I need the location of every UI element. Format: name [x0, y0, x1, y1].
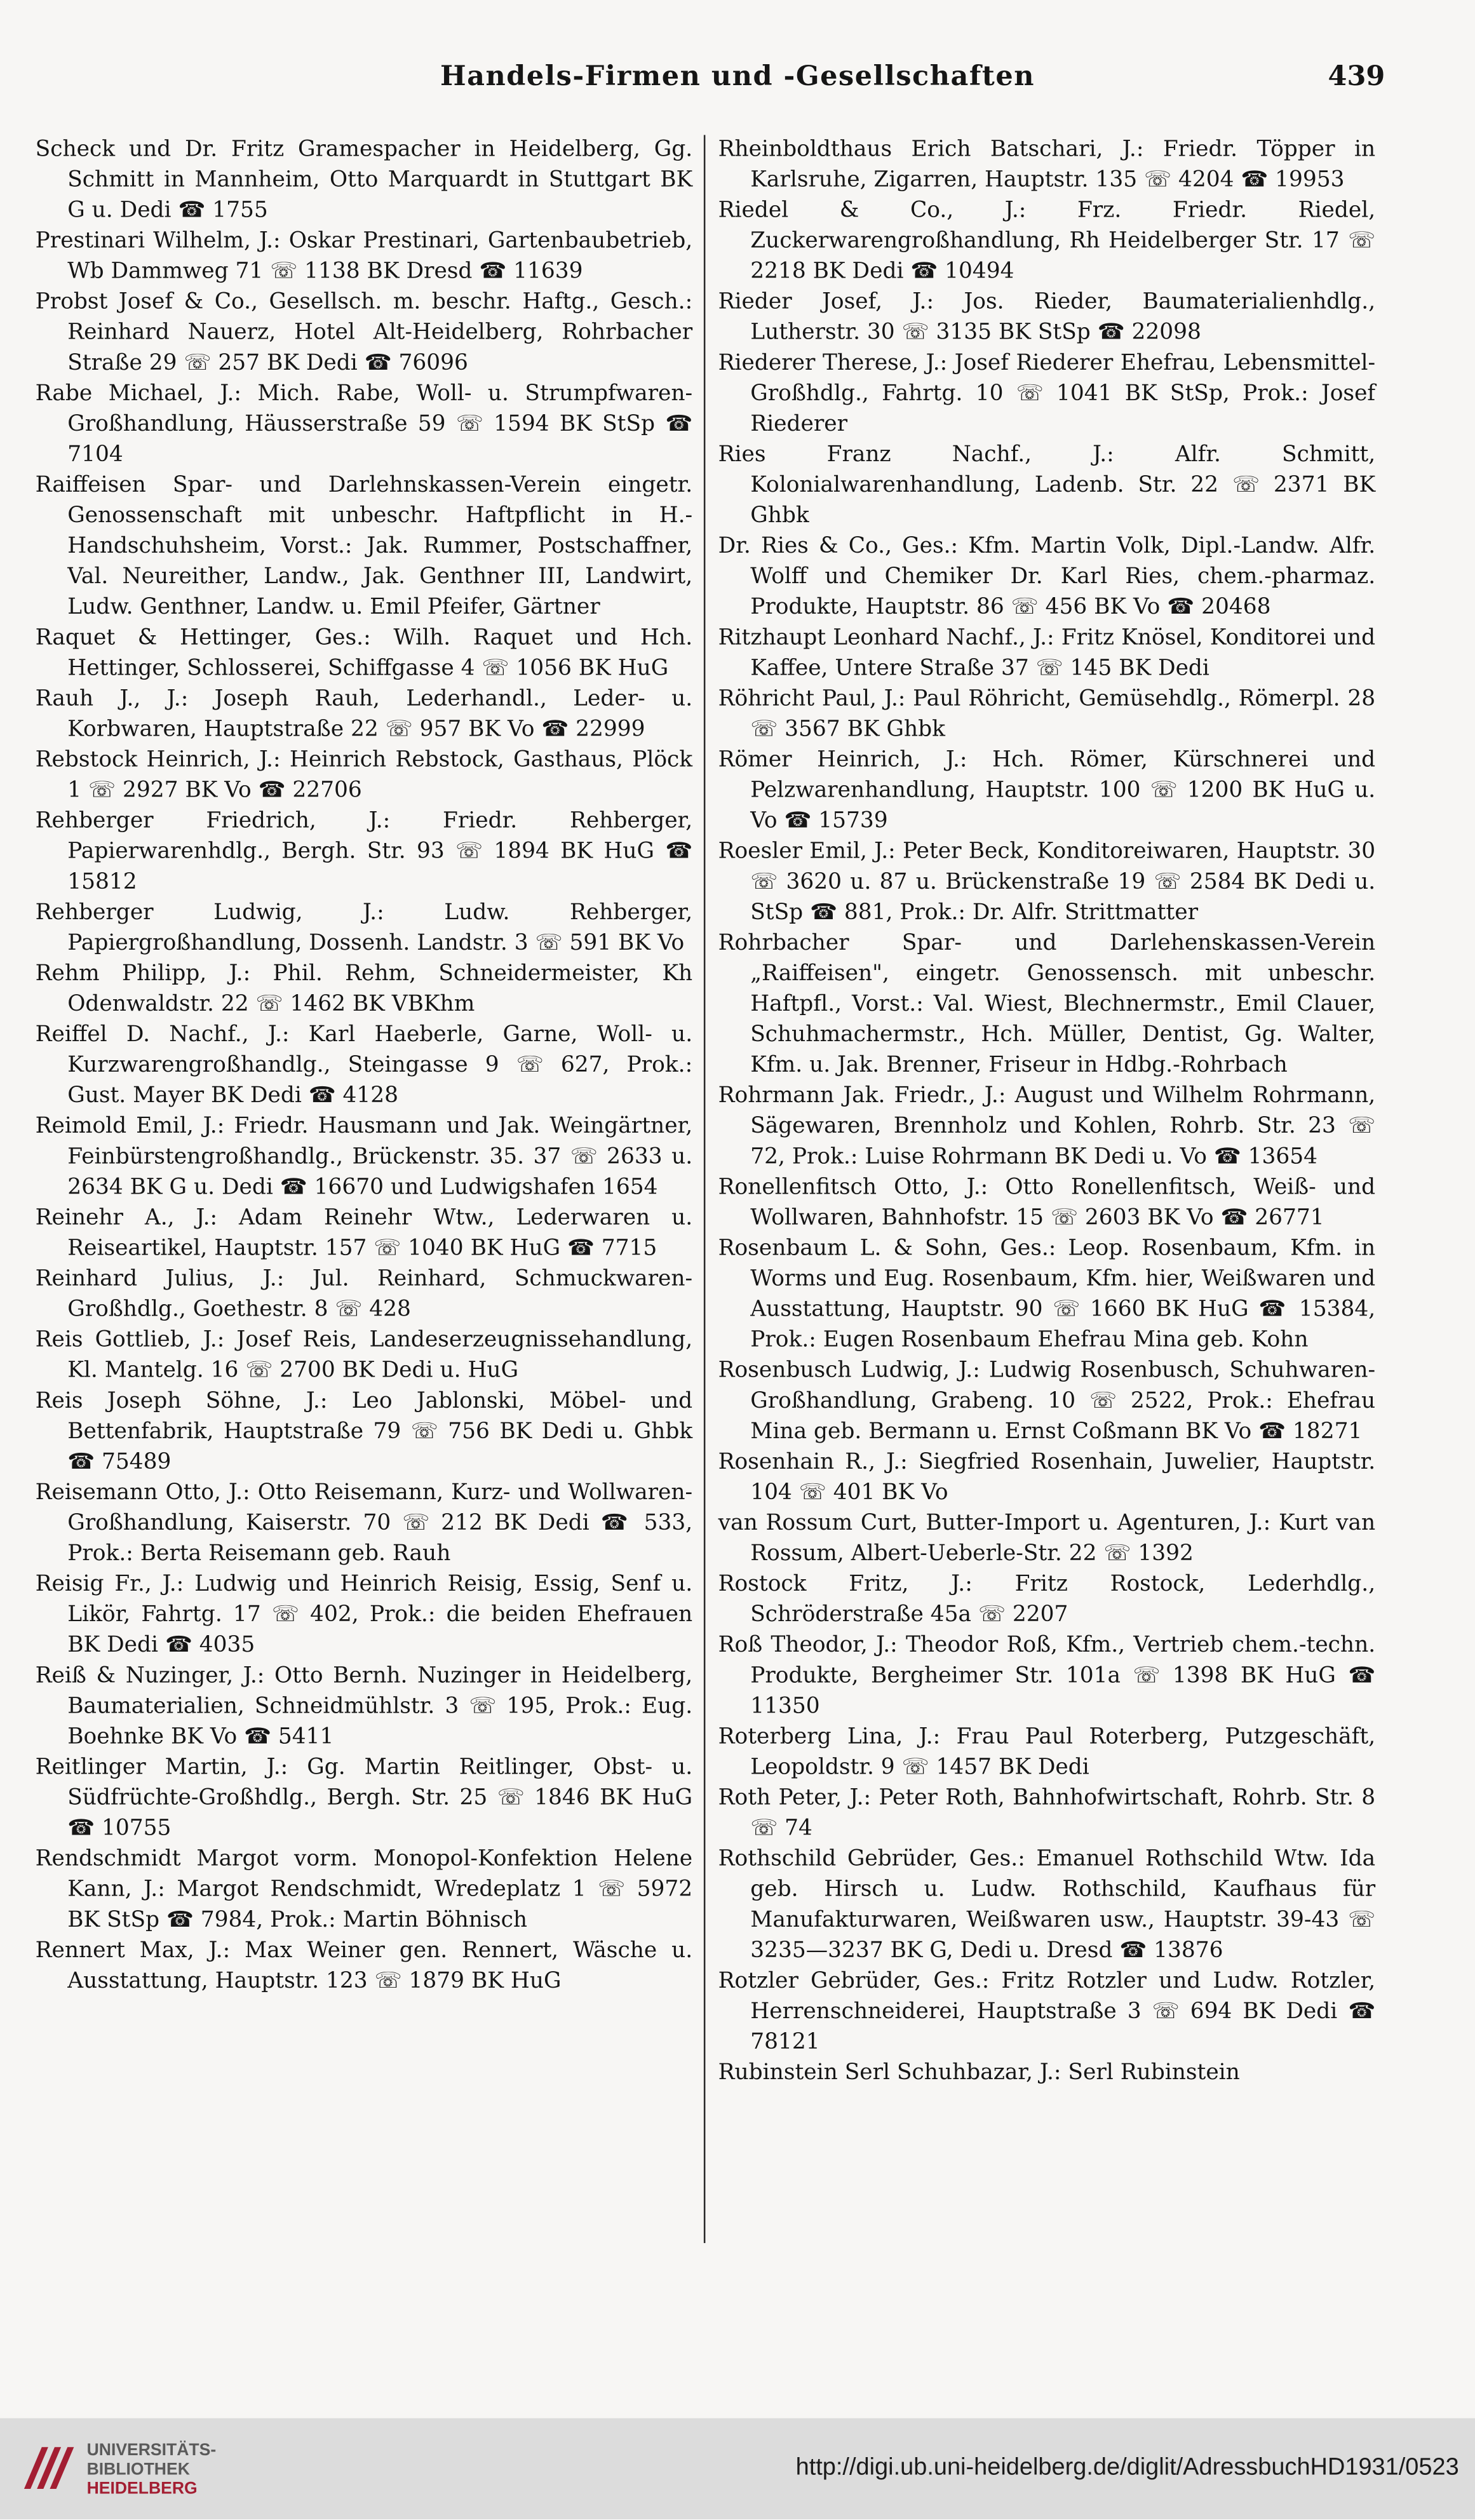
logo-text: [87, 2441, 217, 2498]
directory-entry: Reis Gottlieb, J.: Josef Reis, Landeserzeugnissehandlung, Kl. Mantelg. 16 ☏ 2700 BK Dedi u. HuG: [35, 1327, 693, 1384]
directory-entry: Dr. Ries & Co., Ges.: Kfm. Martin Volk, Dipl.-Landw. Alfr. Wolff und Chemiker Dr. Karl Ries, chem.-pharmaz. Produkte, Hauptstr. 86 ☏ 456 BK Vo ☎ 20468: [718, 533, 1376, 621]
directory-entry: Rosenhain R., J.: Siegfried Rosenhain, Juwelier, Hauptstr. 104 ☏ 401 BK Vo: [718, 1449, 1376, 1506]
directory-entry: Rehberger Ludwig, J.: Ludw. Rehberger, Papiergroßhandlung, Dossenh. Landstr. 3 ☏ 591 BK Vo: [35, 900, 693, 956]
directory-entry: Reinehr A., J.: Adam Reinehr Wtw., Lederwaren u. Reiseartikel, Hauptstr. 157 ☏ 1040 BK HuG ☎ 7715: [35, 1205, 693, 1262]
directory-entry: Raiffeisen Spar- und Darlehnskassen-Verein eingetr. Genossenschaft mit unbeschr. Haftpflicht in H.-Handschuhsheim, Vorst.: Jak. Rummer, Postschaffner, Val. Neureither, Landw., Jak. Genthner III, Landwirt, Ludw. Genthner, Landw. u. Emil Pfeifer, Gärtner: [35, 472, 693, 621]
left-column: [36, 135, 693, 1997]
directory-entry: Rotzler Gebrüder, Ges.: Fritz Rotzler und Ludw. Rotzler, Herrenschneiderei, Hauptstraße 3 ☏ 694 BK Dedi ☎ 78121: [718, 1968, 1376, 2056]
directory-entry: Rieder Josef, J.: Jos. Rieder, Baumaterialienhdlg., Lutherstr. 30 ☏ 3135 BK StSp ☎ 22098: [718, 289, 1376, 346]
directory-entry: Rosenbaum L. & Sohn, Ges.: Leop. Rosenbaum, Kfm. in Worms und Eug. Rosenbaum, Kfm. hier, Weißwaren und Ausstattung, Hauptstr. 90 ☏ 1660 BK HuG ☎ 15384, Prok.: Eugen Rosenbaum Ehefrau Mina geb. Kohn: [718, 1236, 1376, 1353]
directory-entry: Rubinstein Serl Schuhbazar, J.: Serl Rubinstein: [718, 2059, 1240, 2086]
directory-entry: Rendschmidt Margot vorm. Monopol-Konfektion Helene Kann, J.: Margot Rendschmidt, Wredeplatz 1 ☏ 5972 BK StSp ☎ 7984, Prok.: Martin Böhnisch: [35, 1846, 693, 1933]
library-logo[interactable]: [16, 2431, 289, 2505]
logo-line-3: HEIDELBERG: [86, 2479, 198, 2499]
directory-entry: Rohrmann Jak. Friedr., J.: August und Wilhelm Rohrmann, Sägewaren, Brennholz und Kohlen, Rohrb. Str. 23 ☏ 72, Prok.: Luise Rohrmann BK Dedi u. Vo ☎ 13654: [718, 1082, 1376, 1170]
directory-entry: Reitlinger Martin, J.: Gg. Martin Reitlinger, Obst- u. Südfrüchte-Großhdlg., Bergh. Str. 25 ☏ 1846 BK HuG ☎ 10755: [35, 1755, 693, 1842]
directory-entry: Prestinari Wilhelm, J.: Oskar Prestinari, Gartenbaubetrieb, Wb Dammweg 71 ☏ 1138 BK Dresd ☎ 11639: [35, 228, 693, 285]
directory-entry: Rehberger Friedrich, J.: Friedr. Rehberger, Papierwarenhdlg., Bergh. Str. 93 ☏ 1894 BK HuG ☎ 15812: [35, 808, 693, 895]
directory-entry: Römer Heinrich, J.: Hch. Römer, Kürschnerei und Pelzwarenhandlung, Hauptstr. 100 ☏ 1200 BK HuG u. Vo ☎ 15739: [718, 747, 1376, 834]
directory-entry: Ritzhaupt Leonhard Nachf., J.: Fritz Knösel, Konditorei und Kaffee, Untere Straße 37 ☏ 145 BK Dedi: [718, 624, 1376, 682]
directory-entry: Rauh J., J.: Joseph Rauh, Lederhandl., Leder- u. Korbwaren, Hauptstraße 22 ☏ 957 BK Vo ☎ 22999: [35, 686, 693, 743]
directory-entry: Rheinboldthaus Erich Batschari, J.: Friedr. Töpper in Karlsruhe, Zigarren, Hauptstr. 135 ☏ 4204 ☎ 19953: [718, 136, 1376, 193]
directory-entry: Roesler Emil, J.: Peter Beck, Konditoreiwaren, Hauptstr. 30 ☏ 3620 u. 87 u. Brückenstraße 19 ☏ 2584 BK Dedi u. StSp ☎ 881, Prok.: Dr. Alfr. Strittmatter: [718, 839, 1376, 926]
directory-entry: van Rossum Curt, Butter-Import u. Agenturen, J.: Kurt van Rossum, Albert-Ueberle-Str. 22 ☏ 1392: [718, 1510, 1376, 1567]
page-number: 439: [1328, 61, 1385, 93]
directory-entry: Rostock Fritz, J.: Fritz Rostock, Lederhdlg., Schröderstraße 45a ☏ 2207: [718, 1571, 1376, 1628]
directory-entry: Scheck und Dr. Fritz Gramespacher in Heidelberg, Gg. Schmitt in Mannheim, Otto Marquardt in Stuttgart BK G u. Dedi ☎ 1755: [35, 136, 693, 224]
right-column: [718, 135, 1376, 2089]
directory-entry: Raquet & Hettinger, Ges.: Wilh. Raquet und Hch. Hettinger, Schlosserei, Schiffgasse 4 ☏ 1056 BK HuG: [35, 624, 693, 682]
page-header: [0, 61, 1475, 109]
directory-entry: Reisemann Otto, J.: Otto Reisemann, Kurz- und Wollwaren-Großhandlung, Kaiserstr. 70 ☏ 212 BK Dedi ☎ 533, Prok.: Berta Reisemann geb. Rauh: [35, 1479, 693, 1567]
directory-entry: Reis Joseph Söhne, J.: Leo Jablonski, Möbel- und Bettenfabrik, Hauptstraße 79 ☏ 756 BK Dedi u. Ghbk ☎ 75489: [35, 1388, 693, 1475]
column-divider: [704, 135, 706, 2243]
directory-entry: Reiffel D. Nachf., J.: Karl Haeberle, Garne, Woll- u. Kurzwarengroßhandlg., Steingasse 9 ☏ 627, Prok.: Gust. Mayer BK Dedi ☎ 4128: [35, 1021, 693, 1109]
directory-entry: Reinhard Julius, J.: Jul. Reinhard, Schmuckwaren-Großhdlg., Goethestr. 8 ☏ 428: [35, 1266, 693, 1323]
source-url[interactable]: http://digi.ub.uni-heidelberg.de/diglit/AdressbuchHD1931/0523: [795, 2453, 1459, 2481]
directory-entry: Probst Josef & Co., Gesellsch. m. beschr. Haftg., Gesch.: Reinhard Nauerz, Hotel Alt-Heidelberg, Rohrbacher Straße 29 ☏ 257 BK Dedi ☎ 76096: [35, 289, 693, 376]
directory-entry: Röhricht Paul, J.: Paul Röhricht, Gemüsehdlg., Römerpl. 28 ☏ 3567 BK Ghbk: [718, 686, 1376, 743]
directory-entry: Riedel & Co., J.: Frz. Friedr. Riedel, Zuckerwarengroßhandlung, Rh Heidelberger Str. 17 ☏ 2218 BK Dedi ☎ 10494: [718, 198, 1376, 285]
directory-entry: Rebstock Heinrich, J.: Heinrich Rebstock, Gasthaus, Plöck 1 ☏ 2927 BK Vo ☎ 22706: [35, 747, 693, 804]
directory-entry: Rothschild Gebrüder, Ges.: Emanuel Rothschild Wtw. Ida geb. Hirsch u. Ludw. Rothschild, Kaufhaus für Manufakturwaren, Weißwaren usw., Hauptstr. 39-43 ☏ 3235—3237 BK G, Dedi u. Dresd ☎ 13876: [718, 1846, 1376, 1964]
directory-entry: Rosenbusch Ludwig, J.: Ludwig Rosenbusch, Schuhwaren-Großhandlung, Grabeng. 10 ☏ 2522, Prok.: Ehefrau Mina geb. Bermann u. Ernst Coßmann BK Vo ☎ 18271: [718, 1358, 1376, 1445]
logo-line-1: UNIVERSITÄTS-: [86, 2441, 217, 2460]
directory-entry: Reimold Emil, J.: Friedr. Hausmann und Jak. Weingärtner, Feinbürstengroßhandlg., Brückenstr. 35. 37 ☏ 2633 u. 2634 BK G u. Dedi ☎ 16670 und Ludwigshafen 1654: [35, 1113, 693, 1201]
directory-entry: Ronellenfitsch Otto, J.: Otto Ronellenfitsch, Weiß- und Wollwaren, Bahnhofstr. 15 ☏ 2603 BK Vo ☎ 26771: [718, 1174, 1376, 1231]
footer-bar: [0, 2418, 1475, 2519]
directory-entry: Roß Theodor, J.: Theodor Roß, Kfm., Vertrieb chem.-techn. Produkte, Bergheimer Str. 101a ☏ 1398 BK HuG ☎ 11350: [718, 1632, 1376, 1720]
directory-entry: Rehm Philipp, J.: Phil. Rehm, Schneidermeister, Kh Odenwaldstr. 22 ☏ 1462 BK VBKhm: [35, 960, 693, 1018]
library-emblem-icon: [19, 2441, 77, 2495]
directory-entry: Roth Peter, J.: Peter Roth, Bahnhofwirtschaft, Rohrb. Str. 8 ☏ 74: [718, 1785, 1376, 1842]
directory-entry: Rohrbacher Spar- und Darlehenskassen-Verein „Raiffeisen", eingetr. Genossensch. mit unbeschr. Haftpfl., Vorst.: Val. Wiest, Blechnermstr., Emil Clauer, Schuhmachermstr., Hch. Müller, Dentist, Gg. Walter, Kfm. u. Jak. Brenner, Friseur in Hdbg.-Rohrbach: [718, 930, 1376, 1079]
directory-entry: Roterberg Lina, J.: Frau Paul Roterberg, Putzgeschäft, Leopoldstr. 9 ☏ 1457 BK Dedi: [718, 1724, 1376, 1781]
logo-line-2: BIBLIOTHEK: [86, 2460, 190, 2479]
directory-entry: Rennert Max, J.: Max Weiner gen. Rennert, Wäsche u. Ausstattung, Hauptstr. 123 ☏ 1879 BK HuG: [35, 1937, 693, 1994]
directory-entry: Reisig Fr., J.: Ludwig und Heinrich Reisig, Essig, Senf u. Likör, Fahrtg. 17 ☏ 402, Prok.: die beiden Ehefrauen BK Dedi ☎ 4035: [35, 1571, 693, 1659]
directory-entry: Reiß & Nuzinger, J.: Otto Bernh. Nuzinger in Heidelberg, Baumaterialien, Schneidmühlstr. 3 ☏ 195, Prok.: Eug. Boehnke BK Vo ☎ 5411: [35, 1662, 693, 1750]
page-title: Handels-Firmen und -Gesellschaften: [440, 61, 1035, 93]
directory-entry: Riederer Therese, J.: Josef Riederer Ehefrau, Lebensmittel-Großhdlg., Fahrtg. 10 ☏ 1041 BK StSp, Prok.: Josef Riederer: [718, 350, 1376, 437]
directory-entry: Ries Franz Nachf., J.: Alfr. Schmitt, Kolonialwarenhandlung, Ladenb. Str. 22 ☏ 2371 BK Ghbk: [718, 441, 1376, 529]
directory-entry: Rabe Michael, J.: Mich. Rabe, Woll- u. Strumpfwaren-Großhandlung, Häusserstraße 59 ☏ 1594 BK StSp ☎ 7104: [35, 381, 693, 468]
